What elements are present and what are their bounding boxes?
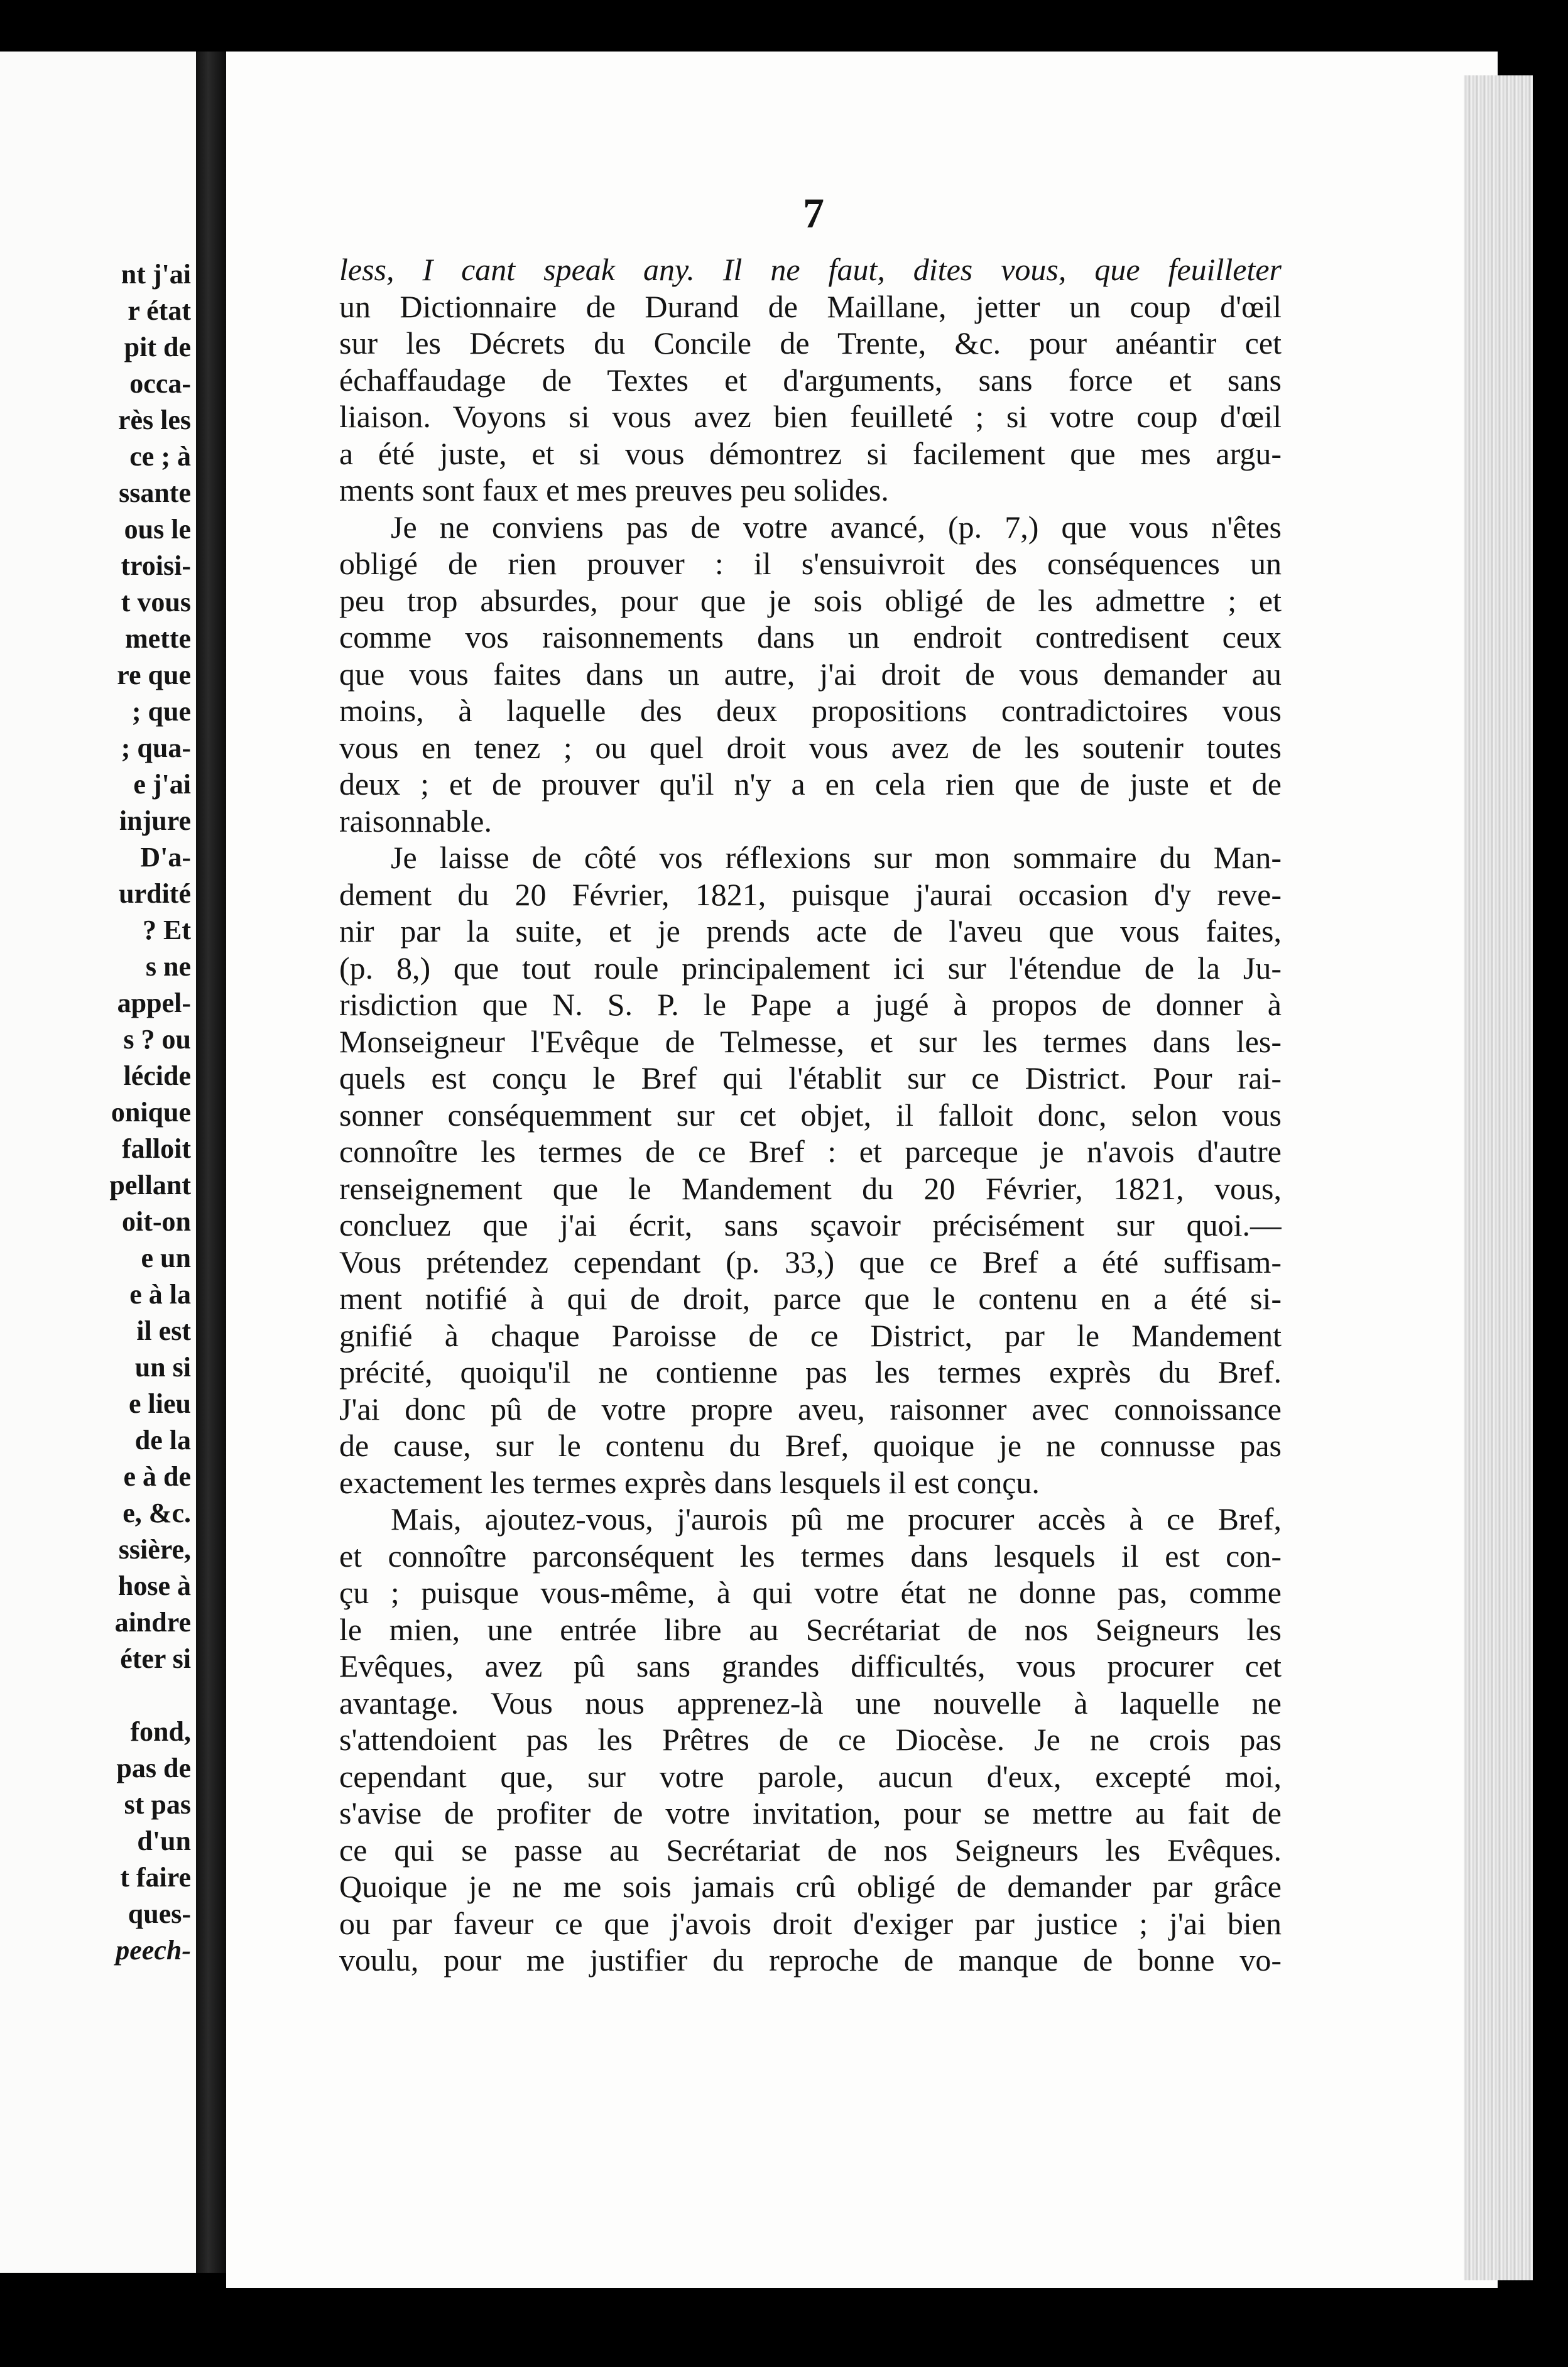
text-line: peu trop absurdes, pour que je sois obligé de les admettre ; et [339, 582, 1282, 618]
left-fragment: fond, [130, 1716, 191, 1747]
text-line: connoître les termes de ce Bref : et parceque je n'avois d'autre [339, 1134, 1282, 1169]
text-line: dement du 20 Février, 1821, puisque j'aurai occasion d'y reve- [339, 876, 1282, 912]
left-fragment: mette [124, 623, 191, 654]
text-line: ment notifié à qui de droit, parce que le contenu en a été si- [339, 1281, 1282, 1316]
left-fragment: hose à [117, 1570, 191, 1601]
left-fragment: s ne [145, 951, 191, 982]
left-fragment: appel- [117, 988, 191, 1018]
left-fragment: pellant [109, 1170, 191, 1200]
left-fragment: ; qua- [121, 732, 191, 763]
text-line: que vous faites dans un autre, j'ai droit de vous demander au [339, 656, 1282, 692]
left-fragment: ques- [128, 1898, 191, 1929]
left-fragment: e lieu [129, 1388, 191, 1419]
left-fragment: e, &c. [122, 1498, 191, 1528]
left-fragment: ous le [124, 514, 191, 545]
left-fragment: rès les [117, 405, 191, 435]
text-line: J'ai donc pû de votre propre aveu, raisonner avec connoissance [339, 1391, 1282, 1427]
text-line: de cause, sur le contenu du Bref, quoique je ne connusse pas [339, 1428, 1282, 1463]
left-fragment: ce ; à [129, 441, 191, 472]
text-line: Quoique je ne me sois jamais crû obligé de demander par grâce [339, 1869, 1282, 1904]
left-fragment: d'un [137, 1826, 191, 1856]
left-fragment: t vous [121, 587, 191, 618]
text-line: less, I cant speak any. Il ne faut, dites vous, que feuilleter [339, 252, 1282, 287]
text-line: vous en tenez ; ou quel droit vous avez de les soutenir toutes [339, 729, 1282, 765]
text-line: Evêques, avez pû sans grandes difficultés, vous procurer cet [339, 1648, 1282, 1684]
text-line: s'attendoient pas les Prêtres de ce Diocèse. Je ne crois pas [339, 1722, 1282, 1757]
text-line: et connoître parconséquent les termes dans lesquels il est con- [339, 1538, 1282, 1574]
left-fragment: de la [134, 1425, 191, 1456]
left-fragment: D'a- [140, 842, 191, 873]
text-line: un Dictionnaire de Durand de Maillane, jetter un coup d'œil [339, 288, 1282, 324]
text-line: Je laisse de côté vos réflexions sur mon sommaire du Man- [391, 840, 1282, 875]
text-line: Je ne conviens pas de votre avancé, (p. 7,) que vous n'êtes [391, 509, 1282, 545]
text-line: obligé de rien prouver : il s'ensuivroit des conséquences un [339, 546, 1282, 581]
left-fragment: pit de [124, 332, 191, 362]
left-fragment: il est [136, 1315, 191, 1346]
left-fragment: ; que [131, 696, 191, 727]
text-line: moins, à laquelle des deux propositions contradictoires vous [339, 693, 1282, 728]
left-fragment: ssière, [118, 1534, 191, 1565]
left-fragment: lécide [123, 1060, 191, 1091]
text-line: sonner conséquemment sur cet objet, il falloit donc, selon vous [339, 1097, 1282, 1133]
text-line: renseignement que le Mandement du 20 Février, 1821, vous, [339, 1170, 1282, 1206]
text-line: voulu, pour me justifier du reproche de manque de bonne vo- [339, 1942, 1282, 1978]
left-fragment: e un [141, 1243, 191, 1273]
left-fragment: pas de [116, 1753, 191, 1783]
left-fragment: st pas [124, 1789, 191, 1820]
left-fragment: troisi- [121, 550, 191, 581]
left-fragment: aindre [114, 1607, 191, 1638]
text-line: exactement les termes exprès dans lesquels il est conçu. [339, 1464, 1040, 1500]
left-fragment: un si [134, 1352, 191, 1383]
text-line: liaison. Voyons si vous avez bien feuilleté ; si votre coup d'œil [339, 399, 1282, 434]
text-line: deux ; et de prouver qu'il n'y a en cela rien que de juste et de [339, 766, 1282, 802]
left-fragment: falloit [122, 1133, 191, 1164]
left-fragment: e à de [123, 1461, 191, 1492]
page-edges [1464, 75, 1533, 2280]
left-fragment: s ? ou [123, 1024, 191, 1055]
text-line: (p. 8,) que tout roule principalement ici sur l'étendue de la Ju- [339, 950, 1282, 986]
text-line: ou par faveur ce que j'avois droit d'exiger par justice ; j'ai bien [339, 1905, 1282, 1941]
left-fragment: nt j'ai [121, 259, 191, 290]
left-page [0, 52, 196, 2273]
text-line: a été juste, et si vous démontrez si facilement que mes argu- [339, 435, 1282, 471]
text-line: cependant que, sur votre parole, aucun d'eux, excepté moi, [339, 1758, 1282, 1794]
left-fragment: re que [117, 660, 191, 690]
text-line: risdiction que N. S. P. le Pape a jugé à propos de donner à [339, 987, 1282, 1022]
left-fragment: éter si [120, 1643, 191, 1674]
left-fragment: oit-on [122, 1206, 191, 1237]
left-fragment: ? Et [143, 915, 191, 945]
left-fragment: onique [111, 1097, 191, 1128]
text-line: nir par la suite, et je prends acte de l'aveu que vous faites, [339, 913, 1282, 949]
text-line: précité, quoiqu'il ne contienne pas les termes exprès du Bref. [339, 1354, 1282, 1390]
text-line: ce qui se passe au Secrétariat de nos Seigneurs les Evêques. [339, 1832, 1282, 1868]
text-line: ments sont faux et mes preuves peu solides. [339, 472, 889, 508]
left-fragment: e j'ai [133, 769, 191, 800]
book-gutter [196, 52, 226, 2273]
left-fragment: e à la [129, 1279, 191, 1310]
text-line: avantage. Vous nous apprenez-là une nouvelle à laquelle ne [339, 1685, 1282, 1721]
text-line: Vous prétendez cependant (p. 33,) que ce Bref a été suffisam- [339, 1244, 1282, 1280]
body-text [339, 251, 1282, 1979]
text-line: échaffaudage de Textes et d'arguments, sans force et sans [339, 362, 1282, 398]
text-line: quels est conçu le Bref qui l'établit sur ce District. Pour rai- [339, 1060, 1282, 1096]
text-line: le mien, une entrée libre au Secrétariat de nos Seigneurs les [339, 1611, 1282, 1647]
left-fragment: urdité [119, 878, 191, 909]
left-fragment: t faire [120, 1862, 191, 1893]
text-line: comme vos raisonnements dans un endroit contredisent ceux [339, 619, 1282, 655]
page-number: 7 [803, 189, 824, 237]
text-line: concluez que j'ai écrit, sans sçavoir précisément sur quoi.— [339, 1207, 1282, 1243]
text-line: çu ; puisque vous-même, à qui votre état ne donne pas, comme [339, 1575, 1282, 1610]
text-line: Mais, ajoutez-vous, j'aurois pû me procurer accès à ce Bref, [391, 1501, 1282, 1537]
left-fragment: r état [128, 295, 191, 326]
text-line: sur les Décrets du Concile de Trente, &c. pour anéantir cet [339, 325, 1282, 361]
text-line: Monseigneur l'Evêque de Telmesse, et sur les termes dans les- [339, 1023, 1282, 1059]
text-line: s'avise de profiter de votre invitation, pour se mettre au fait de [339, 1795, 1282, 1831]
left-fragment: ssante [119, 477, 191, 508]
text-line: gnifié à chaque Paroisse de ce District, par le Mandement [339, 1317, 1282, 1353]
text-line: raisonnable. [339, 803, 492, 839]
left-fragment: occa- [129, 368, 191, 399]
left-fragment: injure [119, 805, 191, 836]
left-fragment: peech- [116, 1935, 191, 1966]
